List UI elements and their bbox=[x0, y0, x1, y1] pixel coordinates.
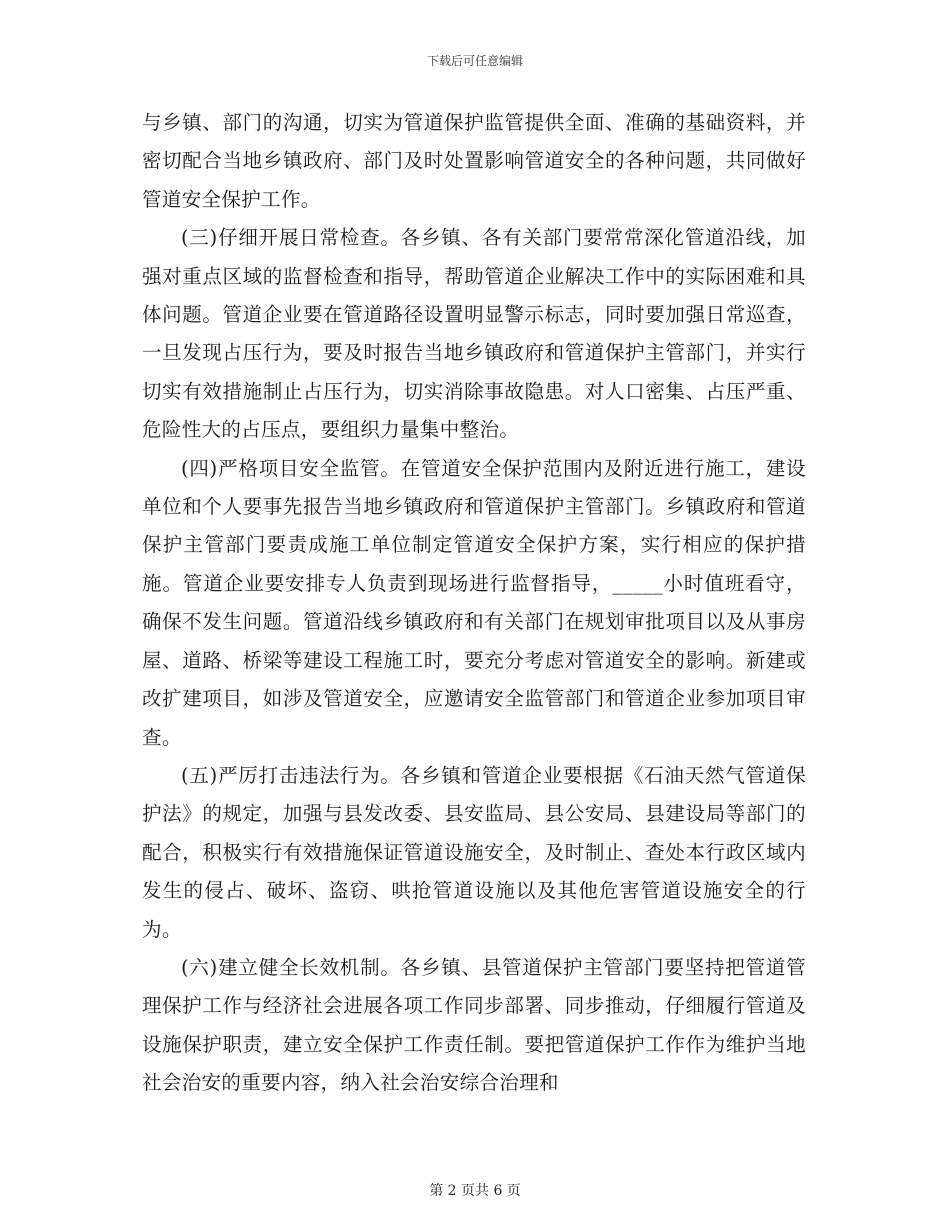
paragraph-continuation: 与乡镇、部门的沟通，切实为管道保护监管提供全面、准确的基础资料，并密切配合当地乡镇政府、部门及时处置影响管道安全的各种问题，共同做好管道安全保护工作。 bbox=[142, 111, 806, 211]
paragraph-section-3: (三)仔细开展日常检查。各乡镇、各有关部门要常常深化管道沿线，加强对重点区域的监督检查和指导，帮助管道企业解决工作中的实际困难和具体问题。管道企业要在管道路径设置明显警示标志，同时要加强日常巡查，一旦发现占压行为，要及时报告当地乡镇政府和管道保护主管部门，并实行切实有效措施制止占压行为，切实消除事故隐患。对人口密集、占压严重、危险性大的占压点，要组织力量集中整治。 bbox=[142, 226, 806, 442]
document-body bbox=[142, 104, 806, 1103]
page-number: 第 2 页共 6 页 bbox=[429, 1183, 521, 1199]
header-note: 下载后可任意编辑 bbox=[426, 54, 523, 68]
paragraph-section-5: (五)严厉打击违法行为。各乡镇和管道企业要根据《石油天然气管道保护法》的规定，加强与县发改委、县安监局、县公安局、县建设局等部门的配合，积极实行有效措施保证管道设施安全，及时制止、查处本行政区域内发生的侵占、破坏、盗窃、哄抢管道设施以及其他危害管道设施安全的行为。 bbox=[142, 763, 806, 941]
paragraph-section-4: (四)严格项目安全监管。在管道安全保护范围内及附近进行施工，建设单位和个人要事先报告当地乡镇政府和管道保护主管部门。乡镇政府和管道保护主管部门要责成施工单位制定管道安全保护方案，实行相应的保护措施。管道企业要安排专人负责到现场进行监督指导，_____小时值班看守，确保不发生问题。管道沿线乡镇政府和有关部门在规划审批项目以及从事房屋、道路、桥梁等建设工程施工时，要充分考虑对管道安全的影响。新建或改扩建项目，如涉及管道安全，应邀请安全监管部门和管道企业参加项目审查。 bbox=[142, 456, 806, 749]
paragraph-section-6: (六)建立健全长效机制。各乡镇、县管道保护主管部门要坚持把管道管理保护工作与经济社会进展各项工作同步部署、同步推动，仔细履行管道及设施保护职责，建立安全保护工作责任制。要把管道保护工作作为维护当地社会治安的重要内容，纳入社会治安综合治理和 bbox=[142, 955, 806, 1095]
